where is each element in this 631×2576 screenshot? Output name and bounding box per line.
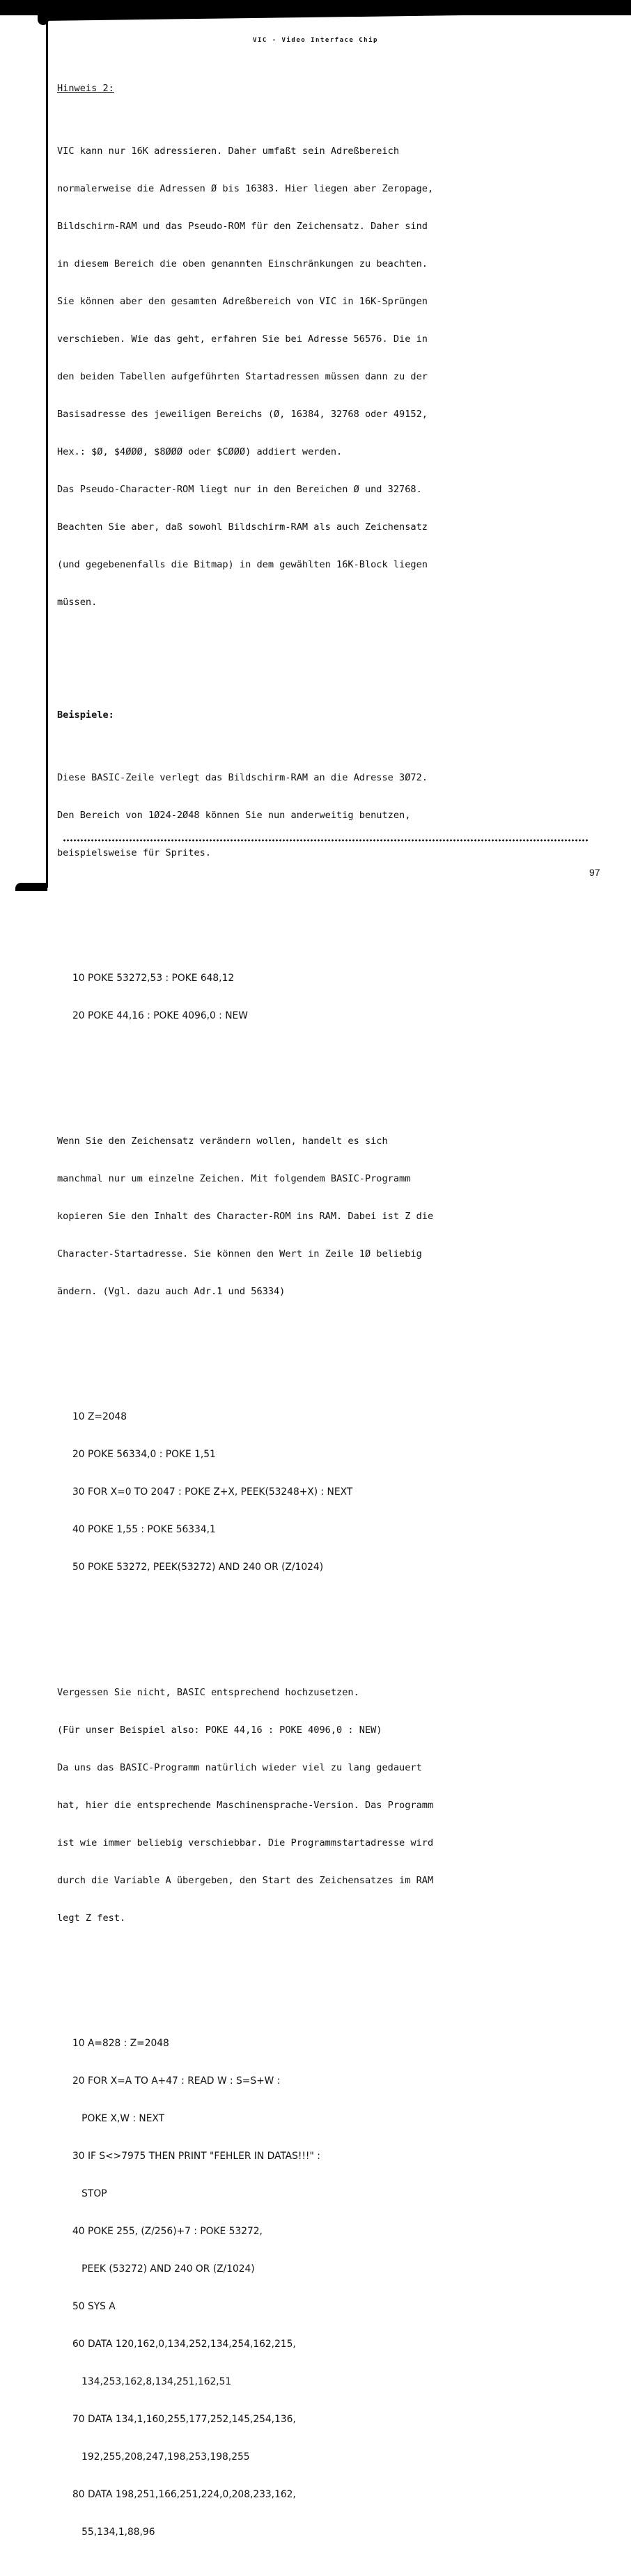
text-line: Wenn Sie den Zeichensatz verändern wollen, handelt es sich	[57, 1136, 388, 1147]
note-body	[57, 120, 572, 634]
running-header: VIC - Video Interface Chip	[253, 37, 378, 44]
code-line: 30 IF S<>7975 THEN PRINT "FEHLER IN DATAS!!!" :	[72, 2151, 320, 2162]
code-line: PEEK (53272) AND 240 OR (Z/1024)	[72, 2263, 255, 2275]
text-line: müssen.	[57, 597, 98, 608]
code-line: 55,134,1,88,96	[72, 2527, 155, 2538]
binding-foot	[15, 883, 47, 891]
text-line: Basisadresse des jeweiligen Bereichs (Ø, 16384, 32768 oder 49152,	[57, 409, 428, 420]
page-number: 97	[589, 867, 600, 878]
examples-heading: Beispiele:	[57, 709, 114, 721]
intro-paragraph-2	[57, 1110, 572, 1323]
text-line: Den Bereich von 1Ø24-2Ø48 können Sie nun anderweitig benutzen,	[57, 810, 411, 821]
code-line: 10 A=828 : Z=2048	[72, 2038, 169, 2049]
page-content	[57, 57, 572, 2576]
code-listing-3	[57, 2012, 572, 2563]
code-line: 60 DATA 120,162,0,134,252,134,254,162,215,	[72, 2339, 296, 2350]
code-line: 40 POKE 1,55 : POKE 56334,1	[72, 1524, 216, 1535]
text-line: Vergessen Sie nicht, BASIC entsprechend hochzusetzen.	[57, 1687, 359, 1698]
intro-paragraph-3	[57, 1661, 572, 1949]
text-line: legt Z fest.	[57, 1913, 126, 1924]
text-line: durch die Variable A übergeben, den Start des Zeichensatzes im RAM	[57, 1875, 434, 1886]
code-line: 192,255,208,247,198,253,198,255	[72, 2451, 250, 2463]
code-listing-2	[57, 1385, 572, 1599]
code-line: 30 FOR X=0 TO 2047 : POKE Z+X, PEEK(53248+X) : NEXT	[72, 1486, 353, 1498]
scan-top-shadow	[42, 10, 631, 21]
text-line: in diesem Bereich die oben genannten Einschränkungen zu beachten.	[57, 258, 428, 269]
text-line: Hex.: $Ø, $4ØØØ, $8ØØØ oder $CØØØ) addiert werden.	[57, 446, 343, 457]
text-line: ist wie immer beliebig verschiebbar. Die Programmstartadresse wird	[57, 1837, 434, 1848]
dotted-separator	[63, 839, 589, 842]
text-line: Da uns das BASIC-Programm natürlich wieder viel zu lang gedauert	[57, 1762, 422, 1773]
text-line: ändern. (Vgl. dazu auch Adr.1 und 56334)	[57, 1286, 286, 1297]
code-line: STOP	[72, 2188, 107, 2199]
text-line: Diese BASIC-Zeile verlegt das Bildschirm-RAM an die Adresse 3Ø72.	[57, 772, 428, 783]
code-line: 40 POKE 255, (Z/256)+7 : POKE 53272,	[72, 2226, 263, 2237]
code-listing-1	[57, 947, 572, 1047]
text-line: (und gegebenenfalls die Bitmap) in dem gewählten 16K-Block liegen	[57, 559, 428, 570]
text-line: kopieren Sie den Inhalt des Character-ROM ins RAM. Dabei ist Z die	[57, 1211, 434, 1222]
text-line: beispielsweise für Sprites.	[57, 847, 211, 858]
intro-paragraph-1	[57, 746, 572, 884]
code-line: 70 DATA 134,1,160,255,177,252,145,254,136,	[72, 2414, 296, 2425]
code-line: 50 SYS A	[72, 2301, 116, 2312]
code-line: 20 FOR X=A TO A+47 : READ W : S=S+W :	[72, 2075, 281, 2087]
text-line: hat, hier die entsprechende Maschinensprache-Version. Das Programm	[57, 1800, 434, 1811]
code-line: 20 POKE 44,16 : POKE 4096,0 : NEW	[72, 1010, 248, 1021]
code-line: POKE X,W : NEXT	[72, 2113, 165, 2124]
code-line: 10 POKE 53272,53 : POKE 648,12	[72, 973, 235, 984]
code-line: 134,253,162,8,134,251,162,51	[72, 2376, 232, 2387]
code-line: 20 POKE 56334,0 : POKE 1,51	[72, 1449, 216, 1460]
text-line: Beachten Sie aber, daß sowohl Bildschirm-RAM als auch Zeichensatz	[57, 521, 428, 533]
text-line: VIC kann nur 16K adressieren. Daher umfaßt sein Adreßbereich	[57, 146, 400, 157]
text-line: den beiden Tabellen aufgeführten Startadressen müssen dann zu der	[57, 371, 428, 382]
text-line: manchmal nur um einzelne Zeichen. Mit folgendem BASIC-Programm	[57, 1173, 411, 1184]
text-line: verschieben. Wie das geht, erfahren Sie bei Adresse 56576. Die in	[57, 333, 428, 345]
text-line: (Für unser Beispiel also: POKE 44,16 : POKE 4096,0 : NEW)	[57, 1725, 382, 1736]
text-line: Sie können aber den gesamten Adreßbereich von VIC in 16K-Sprüngen	[57, 296, 428, 307]
code-line: 80 DATA 198,251,166,251,224,0,208,233,162,	[72, 2489, 296, 2500]
book-binding-edge	[46, 14, 48, 888]
text-line: normalerweise die Adressen Ø bis 16383. Hier liegen aber Zeropage,	[57, 183, 434, 194]
note-heading: Hinweis 2:	[57, 83, 114, 94]
text-line: Bildschirm-RAM und das Pseudo-ROM für den Zeichensatz. Daher sind	[57, 221, 428, 232]
text-line: Das Pseudo-Character-ROM liegt nur in den Bereichen Ø und 32768.	[57, 484, 422, 495]
text-line: Character-Startadresse. Sie können den Wert in Zeile 1Ø beliebig	[57, 1248, 422, 1259]
code-line: 10 Z=2048	[72, 1411, 127, 1422]
code-line: 50 POKE 53272, PEEK(53272) AND 240 OR (Z/1024)	[72, 1562, 324, 1573]
